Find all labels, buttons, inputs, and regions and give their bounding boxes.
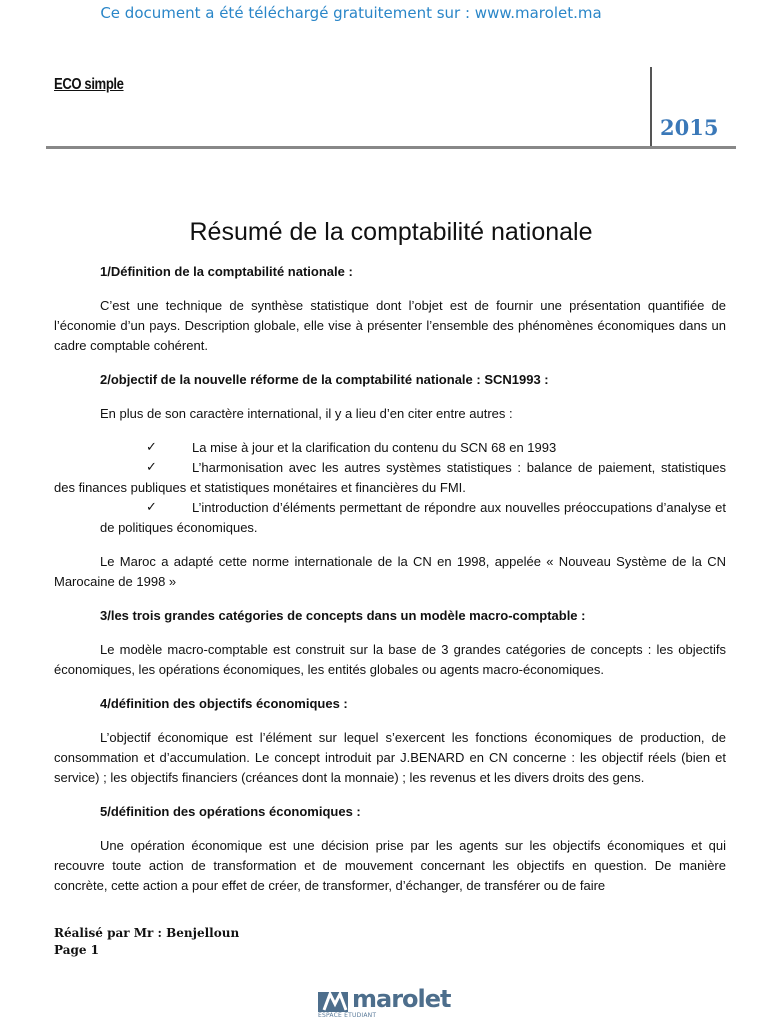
document-body <box>54 262 726 910</box>
checkmark-icon: ✓ <box>146 440 157 455</box>
checklist-item <box>54 438 726 458</box>
logo-wordmark: marolet <box>352 985 451 1013</box>
section-5-text: Une opération économique est une décision prise par les agents sur les objectifs économiques et qui recouvre toute action de transformation et de mouvement concernant les objectifs en question. De manière concrète, cette action a pour effet de créer, de transformer, d’échanger, de transférer ou de faire <box>54 838 726 893</box>
logo-tagline: ESPACE ÉTUDIANT <box>318 1012 377 1019</box>
checklist-item-text: L’harmonisation avec les autres systèmes statistiques : balance de paiement, statistiques des finances publiques et statistiques monétaires et financières du FMI. <box>54 460 726 495</box>
section-2-checklist <box>54 438 726 538</box>
section-2-heading: 2/objectif de la nouvelle réforme de la comptabilité nationale : SCN1993 : <box>100 372 549 387</box>
checklist-item <box>54 458 726 498</box>
header-horizontal-divider <box>46 146 736 149</box>
marolet-logo[interactable] <box>318 985 458 1021</box>
section-4-heading: 4/définition des objectifs économiques : <box>100 696 348 711</box>
header-year: 2015 <box>660 115 719 140</box>
footer-author: Réalisé par Mr : Benjelloun <box>54 926 240 940</box>
header-label: ECO simple <box>54 76 124 93</box>
logo-mark-icon <box>318 988 352 1014</box>
section-3-text: Le modèle macro-comptable est construit sur la base de 3 grandes catégories de concepts : les objectifs économiques, les opérations économiques, les entités globales ou agents macro-économiques. <box>54 642 726 677</box>
header-vertical-divider <box>650 67 652 147</box>
checklist-item-text: La mise à jour et la clarification du contenu du SCN 68 en 1993 <box>192 440 557 455</box>
section-5-heading: 5/définition des opérations économiques : <box>100 804 361 819</box>
section-2-intro: En plus de son caractère international, il y a lieu d’en citer entre autres : <box>100 406 513 421</box>
checkmark-icon: ✓ <box>146 460 157 475</box>
footer-page-number: Page 1 <box>54 943 100 957</box>
page-footer <box>54 925 239 959</box>
document-title: Résumé de la comptabilité nationale <box>189 218 593 246</box>
section-1-text: C’est une technique de synthèse statistique dont l’objet est de fournir une présentation quantifiée de l’économie d’un pays. Description globale, elle vise à présenter l’ensemble des phénomènes économiques dans un cadre comptable cohérent. <box>54 298 726 353</box>
checklist-item <box>54 498 726 538</box>
download-banner[interactable]: Ce document a été téléchargé gratuitement sur : www.marolet.ma <box>100 4 602 22</box>
section-1-heading: 1/Définition de la comptabilité nationale : <box>100 264 353 279</box>
section-3-heading: 3/les trois grandes catégories de concepts dans un modèle macro-comptable : <box>100 608 586 623</box>
section-4-text: L’objectif économique est l’élément sur lequel s’exercent les fonctions économiques de production, de consommation et d’accumulation. Le concept introduit par J.BENARD en CN concerne : les objectif réels (bien et service) ; les objectifs financiers (créances dont la monnaie) ; les revenus et les divers droits des gens. <box>54 730 726 785</box>
section-2-outro: Le Maroc a adapté cette norme internationale de la CN en 1998, appelée « Nouveau Système de la CN Marocaine de 1998 » <box>54 554 726 589</box>
checkmark-icon: ✓ <box>146 500 157 515</box>
checklist-item-text: L’introduction d’éléments permettant de répondre aux nouvelles préoccupations d’analyse et de politiques économiques. <box>100 500 726 535</box>
